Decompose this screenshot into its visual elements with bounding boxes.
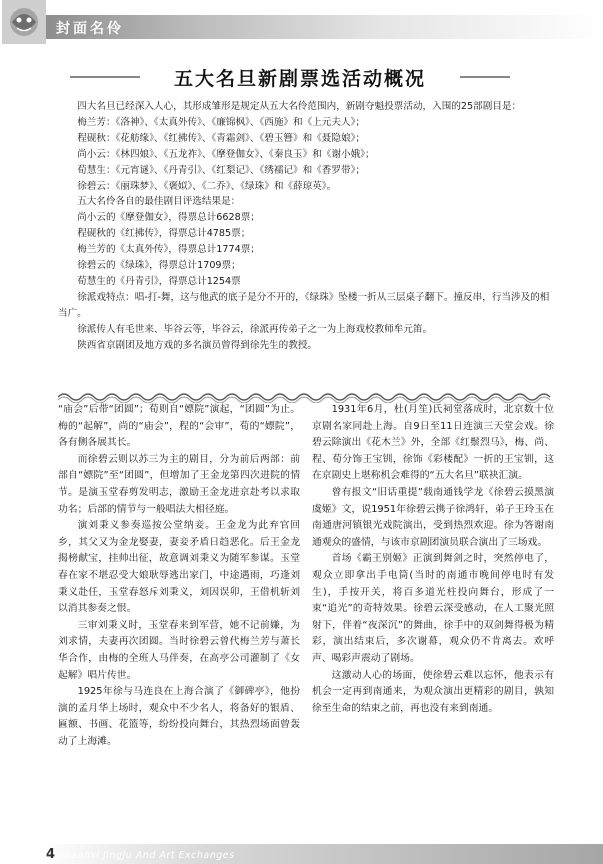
nominee-line: 梅兰芳：《洛神》、《太真外传》、《廉锦枫》、《西施》和《上元夫人》； [77, 116, 365, 128]
result-line: 荀慧生的《丹青引》，得票总计1254票 [77, 275, 241, 287]
nominee-line: 荀慧生：《元宵谜》、《丹青引》、《红梨记》、《绣襦记》和《香罗带》； [77, 164, 365, 176]
page-header [0, 0, 603, 44]
page-number: 4 [46, 847, 56, 862]
article-paragraph: 三审刘秉义时，玉堂春来到军营，她不记前嫌，为刘求情，夫妻再次团圆。当时徐碧云曾代梅兰芳与萧长华合作，由梅的全班人马伴奏，在高亭公司灌制了《女起解》唱片传世。 [58, 619, 300, 681]
summary-box [58, 99, 552, 354]
xu-style-note: 徐派戏特点：唱-打-舞，这与他武的底子是分不开的，《绿珠》坠楼一折从三层桌子翻下。撞反串，行当涉及的相当广。 [58, 291, 550, 319]
mask-emblem-icon [2, 0, 46, 44]
article-paragraph: “庙会”后带“团圆”；荀则自“嫖院”演起，“团圆”为止。梅的“起解”，尚的“庙会”，程的“会审”，荀的“嫖院”，各有侧各展其长。 [58, 404, 300, 449]
result-line: 梅兰芳的《太真外传》，得票总计1774票； [77, 244, 260, 256]
header-logo [2, 0, 46, 44]
ornamental-divider [58, 388, 552, 400]
nominee-line: 尚小云：《林四娘》、《五龙祚》、《摩登伽女》、《秦良玉》和《谢小娥》； [77, 148, 375, 160]
article-paragraph: 首场《霸王别姬》正演到舞剑之时，突然停电了，观众立即拿出手电筒(当时的南通市晚间停电时有发生)，手按开关，将百多道光柱投向舞台，形成了一束“追光”的奇特效果。徐碧云深受感动，在人工聚光照射下，伴着“夜深沉”的舞曲，徐手中的双剑舞得极为精彩，演出结束后，多次谢幕，观众仍不肯离去。欢呼声、喝彩声震动了剧场。 [312, 553, 554, 664]
article-column-right [312, 402, 554, 717]
article-column-left [58, 402, 300, 750]
xu-heirs-note: 徐派传人有毛世来、毕谷云等，毕谷云，徐派再传弟子之一为上海戏校教师牟元笛。 [77, 323, 433, 335]
result-line: 徐碧云的《绿珠》，得票总计1709票； [77, 260, 241, 272]
section-label: 封面名伶 [56, 21, 124, 37]
nominee-line: 徐碧云：《丽珠梦》、《褒姒》、《二乔》、《绿珠》和《薛琼英》。 [77, 180, 337, 192]
journal-name: Shaanxi JingJu And Art Exchanges [58, 850, 235, 861]
results-intro: 五大名伶各自的最佳剧目评选结果是： [77, 196, 241, 208]
article-paragraph: 而徐碧云则以苏三为主的剧目，分为前后两部：前部自“嫖院”至“团圆”，但增加了王金龙第四次进院的情节。是演玉堂春剪发明志，激励王金龙进京赴考以求取功名；后部的情节与一般唱法大相径庭。 [58, 453, 300, 515]
header-band [44, 15, 603, 39]
article-paragraph: 这激动人心的场面，使徐碧云难以忘怀，他表示有机会一定再到南通来，为观众演出更精彩的剧目，孰知徐至生命的结束之前，再也没有来到南通。 [312, 669, 554, 714]
page-title: 五大名旦新剧票选活动概况 [173, 68, 426, 90]
article-paragraph: 1925年徐与马连良在上海合演了《御碑亭》，他扮演的孟月华上场时，观众中不少名人，将备好的银盾、匾额、书画、花篮等，纷纷投向舞台，其热烈场面曾轰动了上海滩。 [58, 686, 300, 747]
title-rule-left [70, 76, 140, 78]
article-paragraph: 曾有报文“旧话重提”载南通钱学龙《徐碧云摸黑演虞姬》文，说1951年徐碧云携子徐鸿轩，弟子王玲玉在南通唐河镇银光戏院演出，受到热烈欢迎。徐为答谢南通观众的盛情，与该市京剧团演员联合演出了三场戏。 [312, 486, 554, 548]
result-line: 程砚秋的《红拂传》，得票总计4785票； [77, 228, 251, 240]
title-rule-right [460, 76, 510, 78]
nominee-line: 程砚秋：《花舫缘》、《红拂传》、《青霜剑》、《碧玉簪》和《聂隐娘》； [77, 132, 365, 144]
result-line: 尚小云的《摩登伽女》，得票总计6628票； [77, 212, 260, 224]
summary-intro: 四大名旦已经深入人心，其形成雏形是规定从五大名伶范围内，新剧夺魁投票活动，入围的25部剧目是： [77, 101, 522, 112]
article-paragraph: 1931年6月，杜(月笙)氏祠堂落成时，北京数十位京剧名家同赴上海。自9日至11日连演三天堂会戏。徐碧云除演出《花木兰》外，全部《红鬃烈马》，梅、尚、程、荀分饰王宝钏，徐饰《彩楼配》一折的王宝钏，这在京剧史上堪称机会难得的“五大名旦”联袂汇演。 [312, 404, 554, 482]
xu-shaanxi-note: 陕西省京剧团及地方戏的多名演员曾得到徐先生的教授。 [77, 339, 318, 351]
article-paragraph: 演刘秉义参奏巡按公堂纳妾。王金龙为此弃官回乡，其父又为金龙娶妻，妻妾矛盾日趋恶化。后王金龙揭榜献宝，挂帅出征，故意调刘秉义为随军参谋。玉堂春在家不堪忍受大娘耿辱逃出家门，中途遇雨，巧逢刘秉义赴任，玉堂春怒斥刘秉义，刘因误卯，王借机斩刘以消其参奏之恨。 [58, 520, 300, 615]
page-footer [0, 836, 603, 864]
article-title-row [70, 64, 510, 90]
